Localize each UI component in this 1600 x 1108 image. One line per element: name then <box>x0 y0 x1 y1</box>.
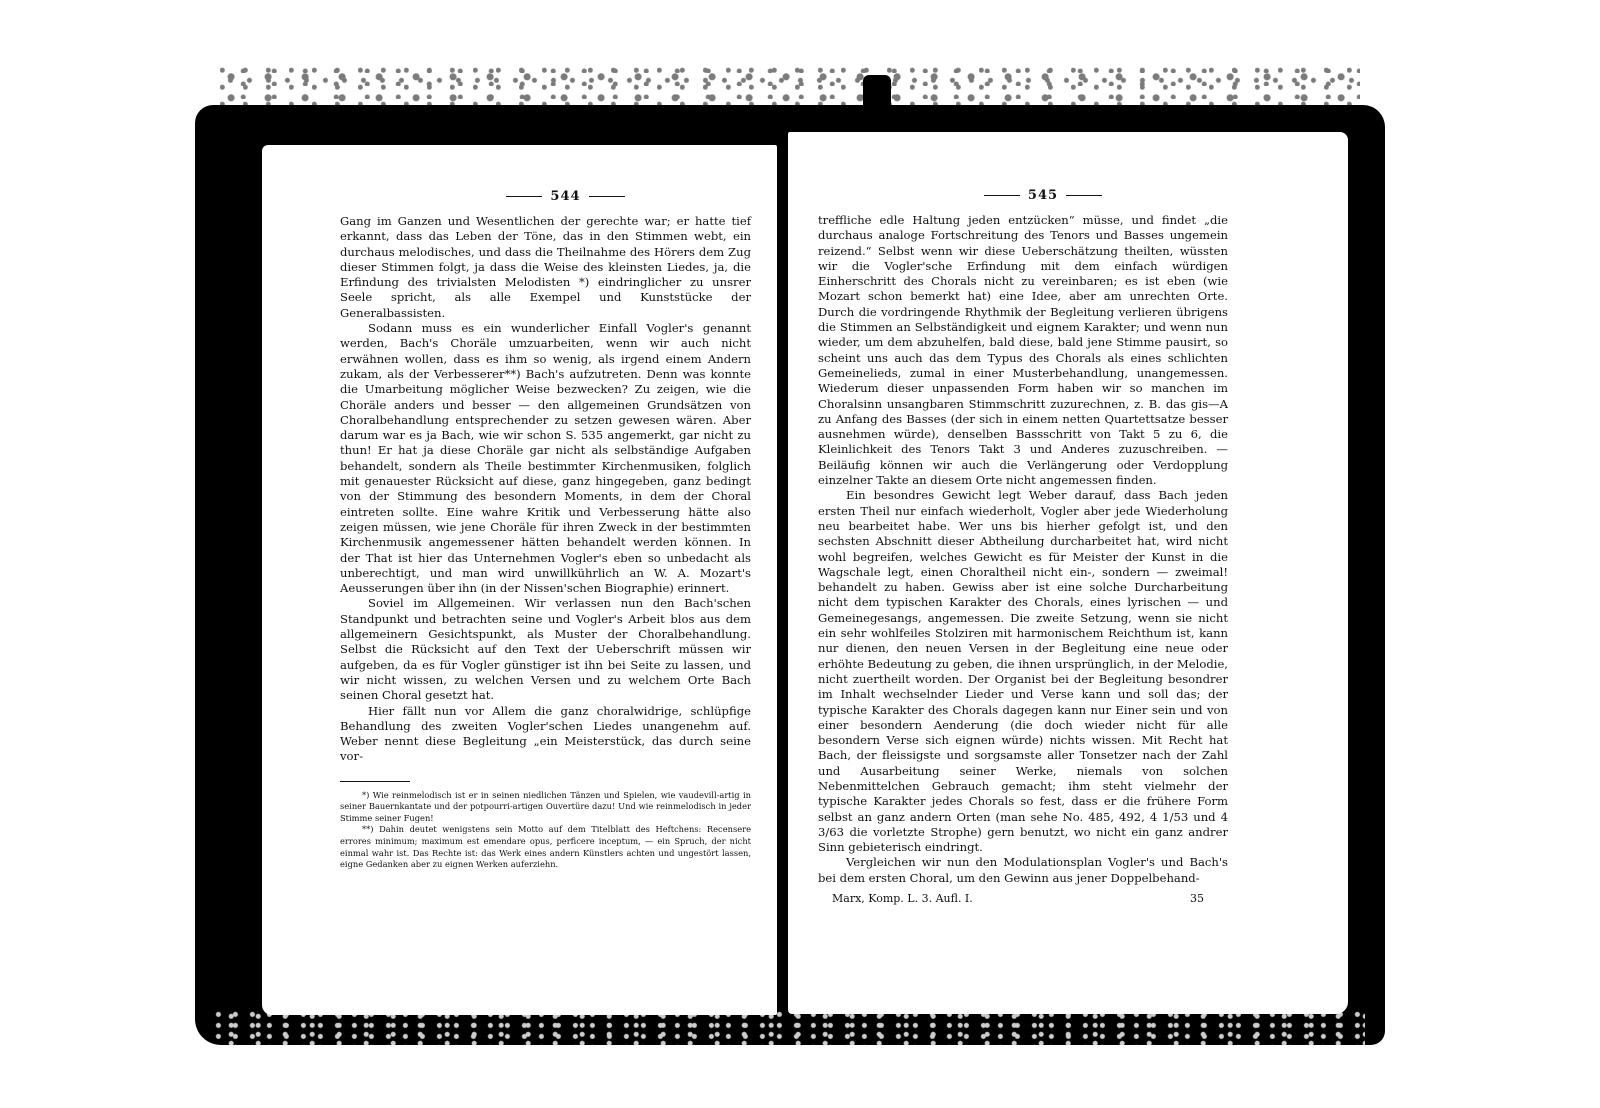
right-body-text <box>818 213 1228 886</box>
signature-text: Marx, Komp. L. 3. Aufl. I. <box>832 892 973 906</box>
footnote: *) Wie reinmelodisch ist er in seinen niedlichen Tänzen und Spielen, wie vaudevill-artig in seiner Bauernkantate und der potpourri-artigen Ouvertüre dazu! Und wie reinmelodisch in jeder Stimme seiner Fugen! <box>340 789 751 823</box>
left-page <box>262 145 777 1015</box>
paragraph: Sodann muss es ein wunderlicher Einfall Vogler's genannt werden, Bach's Choräle umzuarbeiten, wenn wir auch nicht erwähnen wollen, dass es ihm so wenig, als irgend einem Andern zukam, als der Verbesserer**) Bach's aufzutreten. Denn was konnte die Umarbeitung möglicher Weise bezwecken? Zu zeigen, wie die Choräle anders und besser — den allgemeinen Grundsätzen von Choralbehandlung entsprechender zu setzen gewesen wären. Aber darum war es ja Bach, wie wir schon S. 535 angemerkt, gar nicht zu thun! Er hat ja diese Choräle gar nicht als selbständige Aufgaben behandelt, sondern als Theile bestimmter Kirchenmusiken, folglich mit genauester Rücksicht auf diese, ganz hingegeben, ganz bedingt von der Stimmung des besondern Moments, in dem der Choral eintreten sollte. Eine wahre Kritik und Verbesserung hätte also zeigen müssen, wie jene Choräle für ihren Zweck in der bestimmten Kirchenmusik angemessener hätten behandelt werden können. In der That ist hier das Unternehmen Vogler's eben so unbedacht als unberechtigt, und man wird unwillkührlich an W. A. Mozart's Aeusserungen über ihn (in der Nissen'schen Biographie) erinnert. <box>340 321 751 596</box>
signature-line <box>818 892 1228 905</box>
footnotes <box>340 790 751 871</box>
bookmark-ribbon <box>863 75 891 135</box>
header-dash <box>506 196 542 197</box>
page-number-right: 545 <box>1027 188 1059 203</box>
header-dash <box>1066 195 1102 196</box>
footnote-divider <box>340 781 410 782</box>
paragraph: treffliche edle Haltung jeden entzücken“ müsse, und findet „die durchaus analoge Fortschreitung des Tenors und Basses ungemein reizend.“ Selbst wenn wir diese Ueberschätzung theilten, wüssten wir die Vogler'sche Erfindung mit dem einfach würdigen Einherschritt des Chorals nicht zu vereinbaren; es ist eben (wie Mozart schon bemerkt hat) eine Idee, aber am unrechten Orte. Durch die vordringende Rhythmik der Begleitung verlieren übrigens die Stimmen an Selbständigkeit und eignem Karakter; und wenn nun wieder, um dem abzuhelfen, bald diese, bald jene Stimme pausirt, so scheint uns auch das dem Typus des Chorals als eines schlichten Gemeinelieds, zumal in einer Musterbehandlung, unangemessen. Wiederum dieser unpassenden Form haben wir so manchen im Choralsinn unsangbaren Stimmschritt zuzurechnen, z. B. das gis—A zu Anfang des Basses (der sich in einem netten Quartettsatze besser ausnehmen würde), denselben Bassschritt von Takt 5 zu 6, die Kleinlichkeit des Tenors Takt 3 und Anderes zuzuschreiben. — Beiläufig können wir auch die Verlängerung oder Verdopplung einzelner Takte an diesem Orte nicht angemessen finden. <box>818 213 1228 488</box>
page-number-left: 544 <box>550 189 581 204</box>
header-dash <box>984 195 1020 196</box>
right-page <box>788 132 1348 1014</box>
signature-number: 35 <box>1190 892 1204 906</box>
paragraph: Ein besondres Gewicht legt Weber darauf, dass Bach jeden ersten Theil nur einfach wiederholt, Vogler aber jede Wiederholung neu bearbeitet habe. Wer uns bis hierher gefolgt ist, und den sechsten Abschnitt dieser Abtheilung durcharbeitet hat, wird nicht wohl begreifen, welches Gewicht es für Meister der Kunst in die Wagschale legt, einen Choraltheil nicht ein-, sondern — zweimal! behandelt zu haben. Gewiss aber ist eine solche Durcharbeitung nicht dem typischen Karakter des Chorals, eines lyrischen — und Gemeinegesangs, angemessen. Die zweite Setzung, wenn sie nicht ein sehr wohlfeiles Stolziren mit harmonischem Reichthum ist, kann nur dienen, den neuen Versen in der Begleitung eine neue oder erhöhte Bedeutung zu geben, die ihnen ursprünglich, in der Melodie, nicht zuertheilt worden. Der Organist bei der Begleitung besondrer im Inhalt wechselnder Lieder und Verse kann und soll das; der typische Karakter des Chorals dagegen kann nur Einer sein und von einer besondern Aenderung (die doch wieder nicht für alle besondern Verse sich eignen würde) nichts wissen. Mit Recht hat Bach, der fleissigste und sorgsamste aller Tonsetzer nach der Zahl und Ausarbeitung seiner Werke, niemals von solchen Nebenmittelchen Gebrauch gemacht; ihm steht vielmehr der typische Karakter jedes Chorals so fest, dass er die frühere Form selbst an ganz andern Orten (man sehe No. 485, 492, 4 1/53 und 4 3/63 die vorletzte Strophe) gern benutzt, wo nicht ein ganz andrer Sinn gebieterisch eindringt. <box>818 488 1228 855</box>
paragraph: Hier fällt nun vor Allem die ganz choralwidrige, schlüpfige Behandlung des zweiten Vogler'schen Liedes unangenehm auf. Weber nennt diese Begleitung „ein Meisterstück, das durch seine vor- <box>340 703 751 764</box>
paragraph: Soviel im Allgemeinen. Wir verlassen nun den Bach'schen Standpunkt und betrachten seine und Vogler's Arbeit blos aus dem allgemeinern Gesichtspunkt, als Muster der Choralbehandlung. Selbst die Rücksicht auf den Text der Ueberschrift müssen wir aufgeben, da es für Vogler günstiger ist ihn bei Seite zu lassen, und wir nicht wissen, zu welchen Versen und zu welchem Orte Bach seinen Choral gesetzt hat. <box>340 596 751 703</box>
paragraph: Vergleichen wir nun den Modulationsplan Vogler's und Bach's bei dem ersten Choral, um den Gewinn aus jener Doppelbehand- <box>818 855 1228 885</box>
left-body-text <box>340 214 751 765</box>
header-dash <box>589 196 625 197</box>
scan-noise-bottom <box>215 1010 1365 1060</box>
page-header-right <box>818 188 1228 203</box>
page-header-left <box>340 189 751 204</box>
footnote: **) Dahin deutet wenigstens sein Motto auf dem Titelblatt des Heftchens: Recensere errores minimum; maximum est emendare opus, perficere inceptum, — ein Spruch, der nicht einmal wahr ist. Das Rechte ist: das Werk eines andern Künstlers achten und ungestört lassen, eigne Gedanken aber zu eignen Werken auferziehn. <box>340 824 751 870</box>
paragraph: Gang im Ganzen und Wesentlichen der gerechte war; er hatte tief erkannt, dass das Leben der Töne, das in den Stimmen webt, ein durchaus melodisches, und dass die Theilnahme des Hörers dem Zug dieser Stimmen folgt, ja dass die Weise des kleinsten Liedes, ja, die Erfindung des trivialsten Melodisten *) eindringlicher zu unsrer Seele spricht, als alle Exempel und Kunststücke der Generalbassisten. <box>340 214 751 320</box>
